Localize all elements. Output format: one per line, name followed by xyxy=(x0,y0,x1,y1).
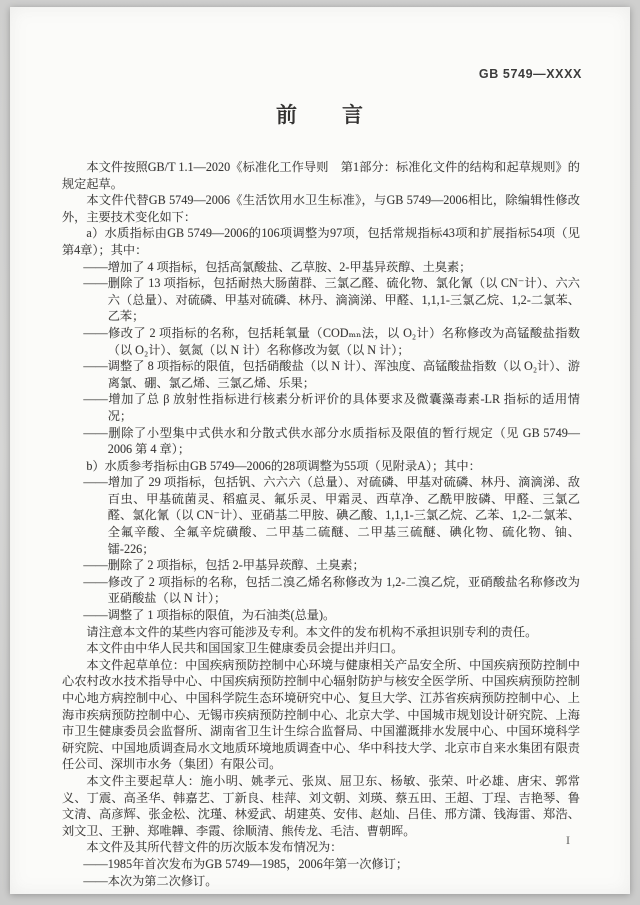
paragraph: ——本次为第二次修订。 xyxy=(83,873,218,888)
paragraph: ——增加了 29 项指标，包括钒、六六六（总量）、对硫磷、甲基对硫磷、林丹、滴滴涕、敌百虫、甲基硫菌灵、稻瘟灵、氟乐灵、甲霜灵、西草净、乙酰甲胺磷、甲醛、三氯乙醛、氯化氰（以 CN⁻计）、亚硝基二甲胺、碘乙酸、1,1,1-三氯乙烷、乙苯、1,2-二氯苯、全氟辛酸、全氟辛烷磺酸、二甲基二硫醚、二甲基三硫醚、碘化物、硫化物、铀、镭-226； xyxy=(83,475,580,556)
paragraph: 本文件按照GB/T 1.1—2020《标准化工作导则 第1部分：标准化文件的结构和起草规则》的规定起草。 xyxy=(62,160,580,191)
paragraph: ——增加了总 β 放射性指标进行核素分析评价的具体要求及微囊藻毒素-LR 指标的适用情况； xyxy=(83,392,580,423)
paragraph: ——增加了 4 项指标，包括高氯酸盐、乙草胺、2-甲基异莰醇、土臭素； xyxy=(83,259,472,274)
paragraph: ——删除了 2 项指标，包括 2-甲基异莰醇、土臭素； xyxy=(83,558,365,573)
paragraph: ——修改了 2 项指标的名称，包括二溴乙烯名称修改为 1,2-二溴乙烷，亚硝酸盐名称修改为亚硝酸盐（以 N 计）； xyxy=(83,574,580,606)
document-body xyxy=(62,159,580,889)
page-title: 前 言 xyxy=(276,104,364,127)
paragraph: 本文件及其所代替文件的历次版本发布情况为： xyxy=(86,840,343,855)
paragraph: ——调整了 8 项指标的限值，包括硝酸盐（以 N 计）、浑浊度、高锰酸盐指数（以 O₂计）、游离氯、硼、氯乙烯、三氯乙烯、乐果； xyxy=(83,359,580,390)
paragraph: 本文件代替GB 5749—2006《生活饮用水卫生标准》，与GB 5749—2006相比，除编辑性修改外，主要技术变化如下： xyxy=(62,193,580,224)
paragraph: ——1985年首次发布为GB 5749—1985，2006年第一次修订； xyxy=(83,856,409,871)
paragraph: 本文件主要起草人：施小明、姚孝元、张岚、屈卫东、杨敏、张荣、叶必雄、唐宋、郭常义、丁震、高圣华、韩嘉艺、丁新良、桂萍、刘文朝、刘瑛、蔡五田、王超、丁珵、吉艳琴、鲁文清、高彦辉、张金松、沈瑾、林爱武、胡建英、安伟、赵灿、吕佳、邢方潇、钱海雷、郑浩、刘文卫、王翀、郑唯韡、李霞、徐顺清、熊传龙、毛洁、曹朝晖。 xyxy=(62,773,580,838)
page-number: I xyxy=(566,833,570,847)
document-page xyxy=(10,7,630,894)
paragraph: ——调整了 1 项指标的限值，为石油类(总量)。 xyxy=(83,608,336,623)
paragraph: a）水质指标由GB 5749—2006的106项调整为97项，包括常规指标43项和扩展指标54项（见第4章）；其中： xyxy=(62,226,580,257)
paragraph: 请注意本文件的某些内容可能涉及专利。本文件的发布机构不承担识别专利的责任。 xyxy=(86,624,538,639)
paragraph: 本文件起草单位：中国疾病预防控制中心环境与健康相关产品安全所、中国疾病预防控制中心农村改水技术指导中心、中国疾病预防控制中心辐射防护与核安全医学所、中国疾病预防控制中心地方病控制中心、中国科学院生态环境研究中心、复旦大学、江苏省疾病预防控制中心、上海市疾病预防控制中心、无锡市疾病预防控制中心、北京大学、中国城市规划设计研究院、上海市卫生健康委员会监督所、湖南省卫生计生综合监督局、中国灌溉排水发展中心、中国环境科学研究院、中国地质调查局水文地质环境地质调查中心、华中科技大学、北京市自来水集团有限责任公司、深圳市水务（集团）有限公司。 xyxy=(62,657,580,772)
standard-code: GB 5749—XXXX xyxy=(478,67,582,81)
paragraph: ——删除了小型集中式供水和分散式供水部分水质指标及限值的暂行规定（见 GB 5749—2006 第 4 章）； xyxy=(83,425,580,457)
paragraph: ——删除了 13 项指标，包括耐热大肠菌群、三氯乙醛、硫化物、氯化氰（以 CN⁻计）、六六六（总量）、对硫磷、甲基对硫磷、林丹、滴滴涕、甲醛、1,1,1-三氯乙烷、1,2-二氯苯、乙苯； xyxy=(83,276,580,324)
paragraph: ——修改了 2 项指标的名称，包括耗氧量（CODₘₙ法，以 O₂计）名称修改为高锰酸盐指数（以 O₂计）、氨氮（以 N 计）名称修改为氨（以 N 计）； xyxy=(83,325,580,357)
paragraph: b）水质参考指标由GB 5749—2006的28项调整为55项（见附录A）；其中： xyxy=(86,458,481,473)
paragraph: 本文件由中华人民共和国国家卫生健康委员会提出并归口。 xyxy=(86,641,404,656)
